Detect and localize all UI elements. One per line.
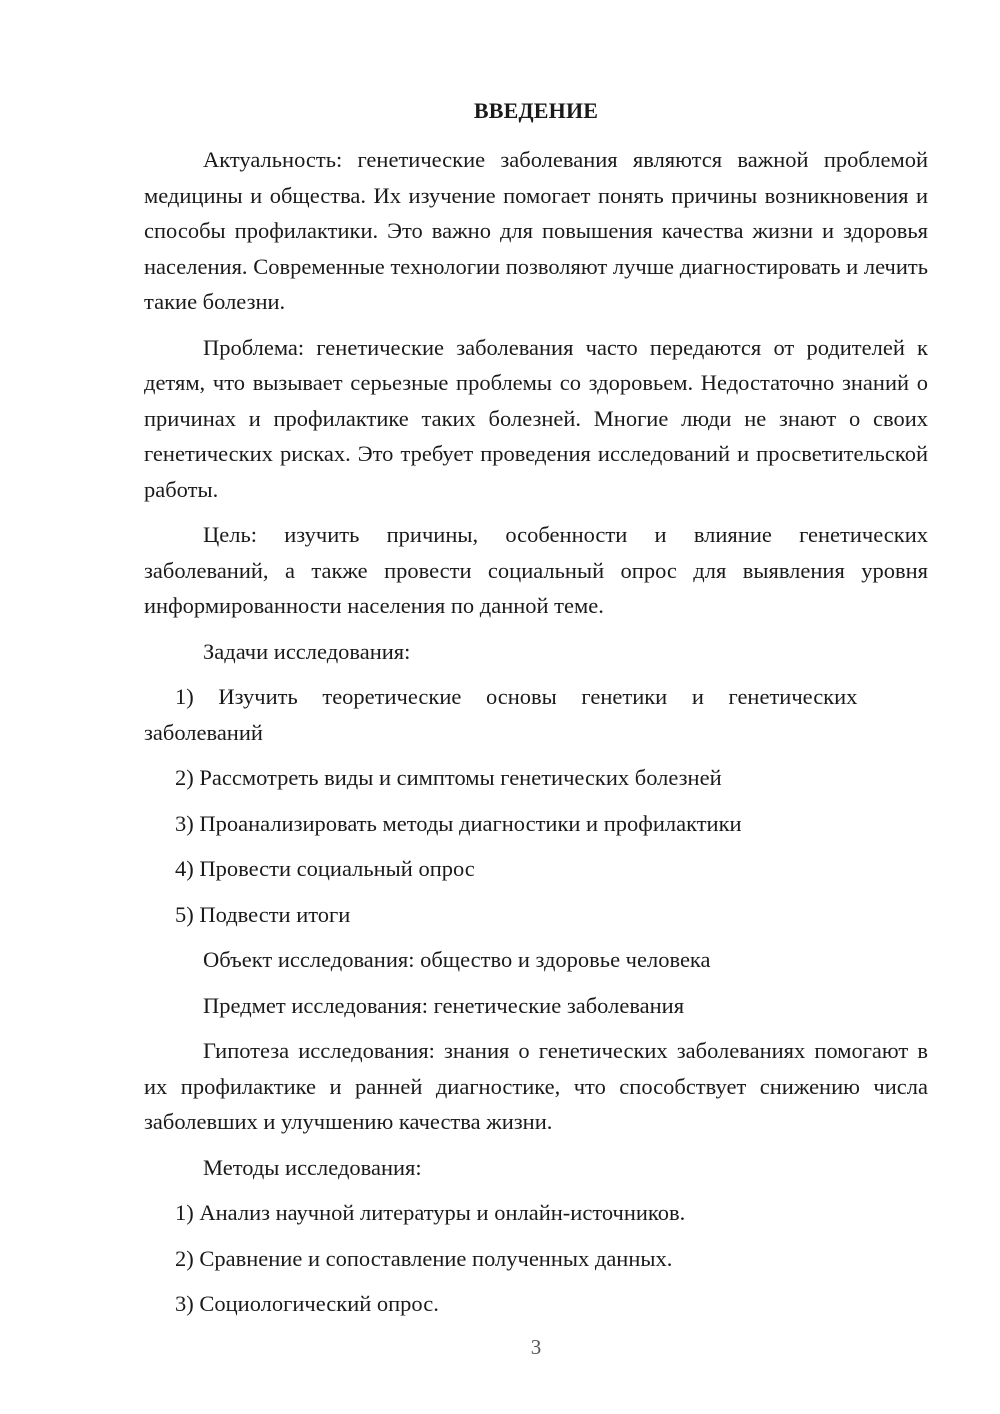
methods-heading: Методы исследования:	[203, 1154, 422, 1180]
method-item: 2) Сравнение и сопоставление полученных данных.	[175, 1245, 673, 1271]
page-number: 3	[530, 1335, 542, 1359]
paragraph-relevance: Актуальность: генетические заболевания являются важной проблемой медицины и общества. Их изучение помогает понять причины возникновения и способы профилактики. Это важно для повышения качества жизни и здоровья населения. Современные технологии позволяют лучше диагностировать и лечить такие болезни.	[144, 147, 928, 314]
task-item-first-line: 1) Изучить теоретические основы генетики и генетических	[175, 684, 858, 709]
task-item: 4) Провести социальный опрос	[175, 856, 475, 881]
research-hypothesis: Гипотеза исследования: знания о генетических заболеваниях помогают в их профилактике и ранней диагностике, что способствует снижению числа заболевших и улучшению качества жизни.	[144, 1038, 928, 1134]
page-title: ВВЕДЕНИЕ	[473, 98, 599, 123]
task-item: 5) Подвести итоги	[175, 901, 351, 927]
task-item-continuation: заболеваний	[144, 719, 263, 745]
method-item: 1) Анализ научной литературы и онлайн-источников.	[175, 1200, 686, 1225]
paragraph-problem: Проблема: генетические заболевания часто передаются от родителей к детям, что вызывает серьезные проблемы со здоровьем. Недостаточно знаний о причинах и профилактике таких болезней. Многие люди не знают о своих генетических рисках. Это требует проведения исследований и просветительской работы.	[144, 334, 928, 502]
paragraph-goal: Цель: изучить причины, особенности и влияние генетических заболеваний, а также провести социальный опрос для выявления уровня информированности населения по данной теме.	[144, 522, 928, 618]
task-item: 2) Рассмотреть виды и симптомы генетических болезней	[175, 765, 722, 790]
document-body	[144, 142, 928, 1332]
task-item	[144, 679, 928, 750]
method-item: 3) Социологический опрос.	[175, 1291, 439, 1316]
research-subject: Предмет исследования: генетические заболевания	[203, 992, 685, 1018]
research-object: Объект исследования: общество и здоровье человека	[203, 947, 711, 972]
task-item: 3) Проанализировать методы диагностики и профилактики	[175, 810, 742, 836]
tasks-heading: Задачи исследования:	[203, 638, 411, 664]
